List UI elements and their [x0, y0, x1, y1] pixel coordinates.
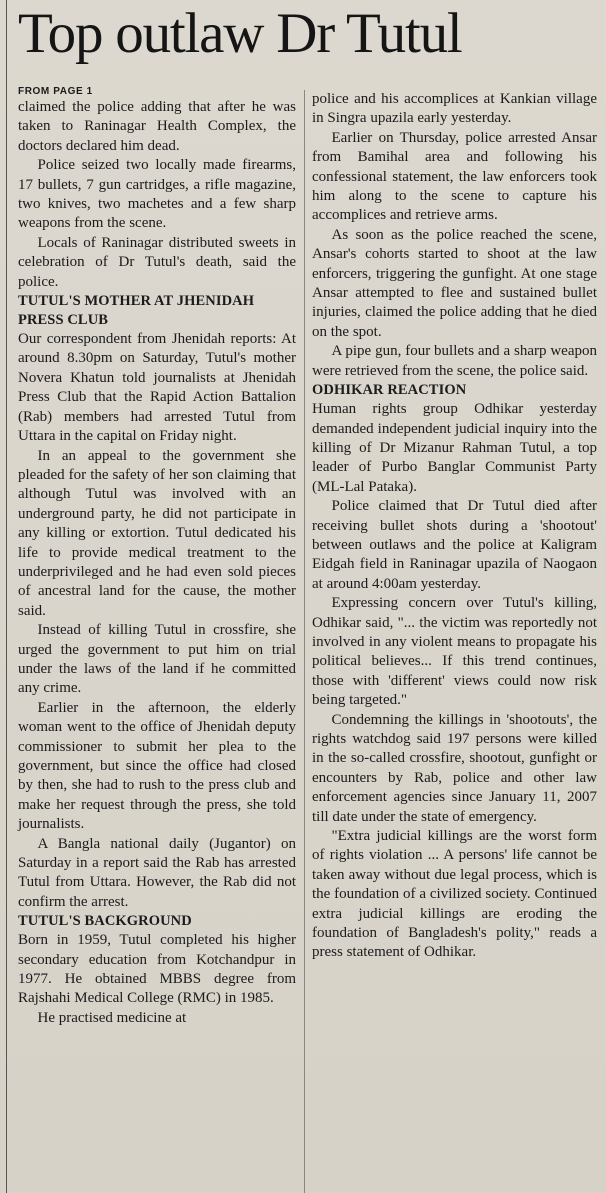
- right-column: [312, 90, 597, 1193]
- subheading: ODHIKAR REACTION: [312, 382, 467, 399]
- paragraph: Instead of killing Tutul in crossfire, she urged the government to put him on trial under the laws of the land if he committed any crime.: [18, 622, 296, 697]
- paragraph: Human rights group Odhikar yesterday demanded independent judicial inquiry into the killing of Dr Mizanur Rahman Tutul, a top leader of Purbo Banglar Communist Party (ML-Lal Pataka).: [312, 401, 597, 495]
- column-divider: [304, 90, 305, 1193]
- paragraph: A pipe gun, four bullets and a sharp weapon were retrieved from the scene, the police said.: [312, 343, 597, 379]
- paragraph: As soon as the police reached the scene, Ansar's cohorts started to shoot at the law enforcers, triggering the gunfight. At one stage Ansar attempted to flee and sustained bullet injuries, claimed the police adding that he died on the spot.: [312, 226, 597, 340]
- paragraph: Earlier on Thursday, police arrested Ansar from Bamihal area and following his confessional statement, the law enforcers took him along to the scene to capture his accomplices and retrieve arms.: [312, 129, 597, 224]
- paragraph: Born in 1959, Tutul completed his higher secondary education from Kotchandpur in 1977. He obtained MBBS degree from Rajshahi Medical College (RMC) in 1985.: [18, 932, 296, 1007]
- paragraph: Police seized two locally made firearms, 17 bullets, 7 gun cartridges, a rifle magazine, two knives, two machetes and a few sharp weapons from the scene.: [18, 157, 296, 232]
- paragraph: Police claimed that Dr Tutul died after receiving bullet shots during a 'shootout' between outlaws and the police at Kaligram Eidgah field in Raninagar upazila of Naogaon at around 4:00am yesterday.: [312, 498, 597, 592]
- paragraph: Earlier in the afternoon, the elderly woman went to the office of Jhenidah deputy commissioner to submit her plea to the government, but since the office had closed by then, she had to rush to the press club and make her request through the press, she told journalists.: [18, 699, 296, 833]
- paragraph: "Extra judicial killings are the worst form of rights violation ... A persons' life cannot be taken away without due legal process, which is the foundation of a civilized society. Continued extra judicial killings are eroding the foundation of Bangladesh's polity," reads a press statement of Odhikar.: [312, 828, 597, 961]
- paragraph: A Bangla national daily (Jugantor) on Saturday in a report said the Rab has arrested Tutul from Uttara. However, the Rab did not confirm the arrest.: [18, 835, 296, 910]
- column-rule: [6, 0, 7, 1193]
- paragraph: He practised medicine at: [37, 1009, 187, 1026]
- paragraph: Locals of Raninagar distributed sweets in celebration of Dr Tutul's death, said the police.: [18, 234, 296, 290]
- headline: Top outlaw Dr Tutul: [18, 2, 462, 65]
- paragraph: police and his accomplices at Kankian village in Singra upazila early yesterday.: [312, 91, 597, 127]
- paragraph: Our correspondent from Jhenidah reports: At around 8.30pm on Saturday, Tutul's mother Novera Khatun told journalists at Jhenidah Press Club that the Rapid Action Battalion (Rab) members had arrested Tutul from Uttara in the capital on Friday night.: [18, 331, 296, 445]
- kicker: FROM PAGE 1: [18, 86, 93, 97]
- paragraph: In an appeal to the government she pleaded for the safety of her son claiming that although Tutul was involved with an underground party, he did not participate in any killing or extortion. Tutul dedicated his life to provide medical treatment to the underprivileged and he had even sold pieces of ancestral land for the cause, the mother said.: [18, 447, 296, 619]
- left-column: [18, 86, 296, 1193]
- paragraph: Expressing concern over Tutul's killing, Odhikar said, "... the victim was reportedly not involved in any violent means to propagate his political believes... If this trend continues, those with 'different' views could now risk being targeted.": [312, 595, 597, 709]
- subheading: TUTUL'S MOTHER AT JHENIDAH PRESS CLUB: [18, 293, 255, 329]
- paragraph: Condemning the killings in 'shootouts', the rights watchdog said 197 persons were killed in the so-called crossfire, shootout, gunfight or encounters by Rab, police and other law enforcement agencies since January 11, 2007 till date under the state of emergency.: [312, 711, 597, 825]
- paragraph: claimed the police adding that after he was taken to Raninagar Health Complex, the doctors declared him dead.: [18, 99, 296, 154]
- subheading: TUTUL'S BACKGROUND: [18, 913, 192, 930]
